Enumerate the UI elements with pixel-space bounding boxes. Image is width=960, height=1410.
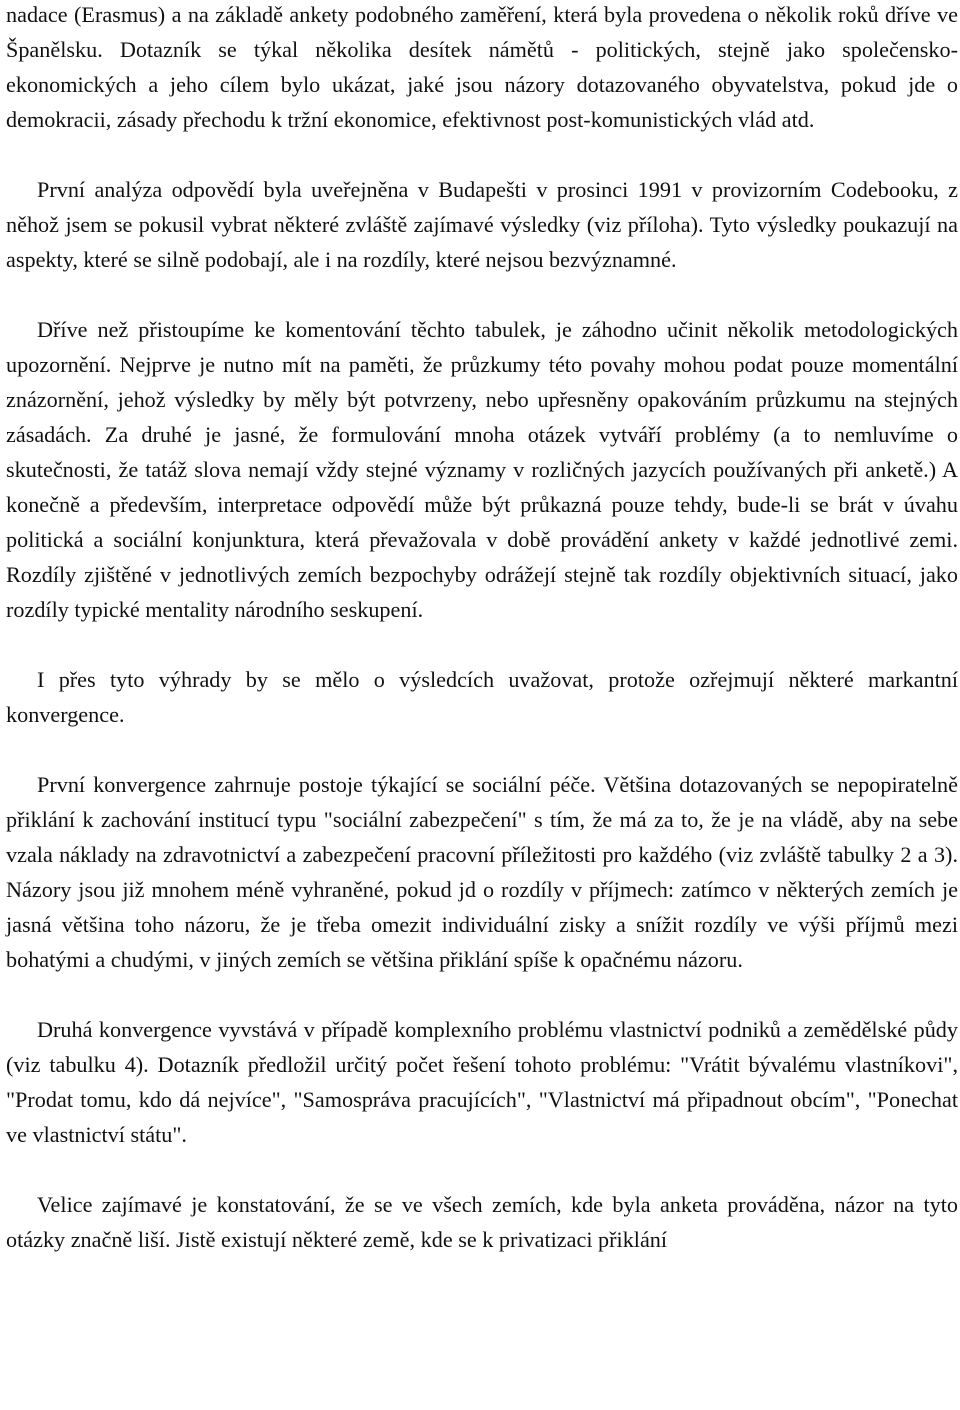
paragraph-conclusion-partial: Velice zajímavé je konstatování, že se ve všech zemích, kde byla anketa prováděna, názor na tyto otázky značně liší. Jistě existují některé země, kde se k privatizaci přiklání — [6, 1192, 958, 1252]
document-page — [6, 0, 958, 1257]
paragraph-second-convergence: Druhá konvergence vyvstává v případě komplexního problému vlastnictví podniků a zemědělské půdy (viz tabulku 4). Dotazník předložil určitý počet řešení tohoto problému: "Vrátit bývalému vlastníkovi", "Prodat tomu, kdo dá nejvíce", "Samospráva pracujících", "Vlastnictví má připadnout obcím", "Ponechat ve vlastnictví státu". — [6, 1017, 958, 1147]
paragraph-first-analysis: První analýza odpovědí byla uveřejněna v Budapešti v prosinci 1991 v provizorním Codebooku, z něhož jsem se pokusil vybrat některé zvláště zajímavé výsledky (viz příloha). Tyto výsledky poukazují na aspekty, které se silně podobají, ale i na rozdíly, které nejsou bezvýznamné. — [6, 177, 958, 272]
paragraph-first-convergence: První konvergence zahrnuje postoje týkající se sociální péče. Většina dotazovaných se nepopiratelně přiklání k zachování institucí typu "sociální zabezpečení" s tím, že má za to, že je na vládě, aby na sebe vzala náklady na zdravotnictví a zabezpečení pracovní příležitosti pro každého (viz zvláště tabulky 2 a 3). Názory jsou již mnohem méně vyhraněné, pokud jd o rozdíly v příjmech: zatímco v některých zemích je jasná většina toho názoru, že je třeba omezit individuální zisky a snížit rozdíly ve výši příjmů mezi bohatými a chudými, v jiných zemích se většina přiklání spíše k opačnému názoru. — [6, 772, 958, 972]
paragraph-reservations: I přes tyto výhrady by se mělo o výsledcích uvažovat, protože ozřejmují některé markantní konvergence. — [6, 667, 958, 727]
paragraph-intro-continued: nadace (Erasmus) a na základě ankety podobného zaměření, která byla provedena o několik roků dříve ve Španělsku. Dotazník se týkal několika desítek námětů - politických, stejně jako společensko-ekonomických a jeho cílem bylo ukázat, jaké jsou názory dotazovaného obyvatelstva, pokud jde o demokracii, zásady přechodu k tržní ekonomice, efektivnost post-komunistických vlád atd. — [6, 2, 958, 132]
paragraph-methodology: Dříve než přistoupíme ke komentování těchto tabulek, je záhodno učinit několik metodologických upozornění. Nejprve je nutno mít na paměti, že průzkumy této povahy mohou podat pouze momentální znázornění, jehož výsledky by měly být potvrzeny, nebo upřesněny opakováním průzkumu na stejných zásadách. Za druhé je jasné, že formulování mnoha otázek vytváří problémy (a to nemluvíme o skutečnosti, že tatáž slova nemají vždy stejné významy v rozličných jazycích používaných při anketě.) A konečně a především, interpretace odpovědí může být průkazná pouze tehdy, bude-li se brát v úvahu politická a sociální konjunktura, která převažovala v době provádění ankety v každé jednotlivé zemi. Rozdíly zjištěné v jednotlivých zemích bezpochyby odrážejí stejně tak rozdíly objektivních situací, jako rozdíly typické mentality národního seskupení. — [6, 317, 958, 622]
